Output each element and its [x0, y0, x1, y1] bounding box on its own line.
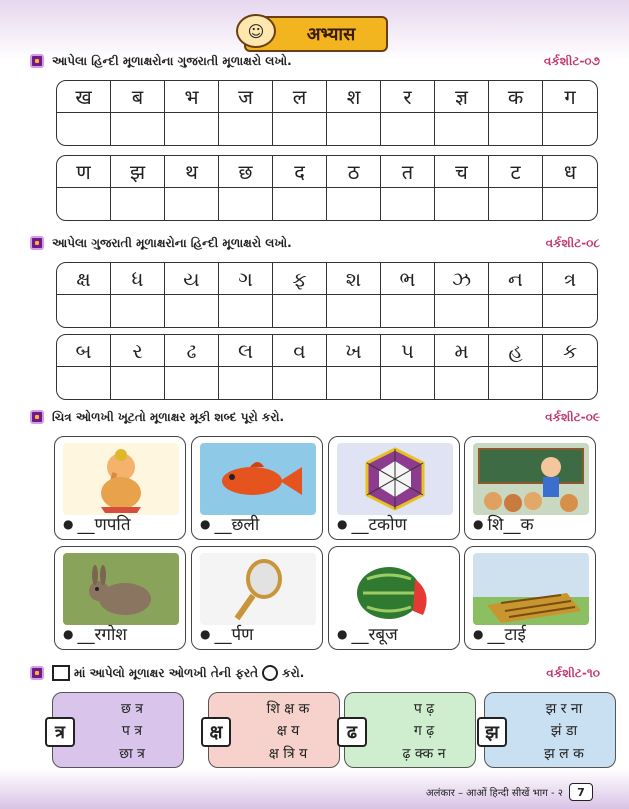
- picture-word: शि__क: [487, 515, 534, 535]
- letter-cell: ન: [489, 263, 543, 295]
- worksheet-08-label: વર્કશીટ-૦૮: [545, 235, 600, 250]
- option-letter: झ: [477, 717, 507, 747]
- hexagon-image: [337, 443, 453, 515]
- answer-cell[interactable]: [435, 113, 489, 145]
- letter-cell: મ: [435, 335, 489, 367]
- answer-cell[interactable]: [327, 295, 381, 327]
- option-word[interactable]: झ ल क: [544, 746, 584, 763]
- bullet-icon: [30, 666, 44, 680]
- picture-word: __र्पण: [214, 625, 254, 645]
- section-2-header: [30, 234, 600, 252]
- letter-cell: द: [273, 156, 327, 188]
- bullet-icon: [30, 236, 44, 250]
- answer-cell[interactable]: [435, 188, 489, 220]
- picture-word: __टाई: [487, 625, 526, 645]
- letter-cell: ल: [273, 81, 327, 113]
- letter-cell: ધ: [111, 263, 165, 295]
- letter-cell: ગ: [219, 263, 273, 295]
- option-word[interactable]: शि क्ष क: [266, 700, 310, 717]
- answer-cell[interactable]: [273, 113, 327, 145]
- answer-cell[interactable]: [543, 188, 597, 220]
- worksheet-09-label: વર્કશીટ-૦૯: [545, 409, 600, 424]
- option-word[interactable]: ढ़ क्क न: [402, 746, 446, 763]
- picture-card: [464, 436, 596, 540]
- letter-cell: ઢ: [165, 335, 219, 367]
- answer-cell[interactable]: [381, 113, 435, 145]
- worksheet-07-label: વર્કશીટ-૦૭: [543, 53, 600, 68]
- picture-word: __रगोश: [77, 625, 127, 645]
- bullet-dot-icon: ●: [200, 626, 211, 641]
- boy-mascot-icon: ☺: [236, 14, 276, 48]
- letter-cell: પ: [381, 335, 435, 367]
- answer-cell[interactable]: [381, 188, 435, 220]
- option-card: [208, 692, 340, 768]
- picture-card: [191, 436, 323, 540]
- letter-cell: च: [435, 156, 489, 188]
- answer-cell[interactable]: [165, 295, 219, 327]
- square-box-icon: [52, 665, 70, 681]
- answer-cell[interactable]: [381, 367, 435, 399]
- answer-cell[interactable]: [165, 367, 219, 399]
- answer-cell[interactable]: [489, 113, 543, 145]
- bullet-dot-icon: ●: [337, 516, 348, 531]
- letter-cell: ण: [57, 156, 111, 188]
- hindi-letter-table-2: [56, 155, 598, 221]
- picture-card: [54, 436, 186, 540]
- answer-cell[interactable]: [219, 188, 273, 220]
- letter-cell: લ: [219, 335, 273, 367]
- answer-cell[interactable]: [111, 295, 165, 327]
- option-word[interactable]: छा त्र: [119, 746, 145, 763]
- option-card: [344, 692, 476, 768]
- answer-cell[interactable]: [435, 367, 489, 399]
- gujarati-letter-table-1: [56, 262, 598, 328]
- answer-cell[interactable]: [273, 188, 327, 220]
- option-letter: त्र: [45, 717, 75, 747]
- answer-cell[interactable]: [165, 188, 219, 220]
- letter-cell: ब: [111, 81, 165, 113]
- answer-cell[interactable]: [435, 295, 489, 327]
- picture-card: [54, 546, 186, 650]
- letter-cell: ज्ञ: [435, 81, 489, 113]
- answer-cell[interactable]: [489, 367, 543, 399]
- bullet-dot-icon: ●: [473, 516, 484, 531]
- section-4-header: [30, 664, 600, 682]
- picture-label: [63, 512, 181, 535]
- rabbit-image: [63, 553, 179, 625]
- answer-cell[interactable]: [219, 295, 273, 327]
- answer-cell[interactable]: [111, 113, 165, 145]
- bullet-icon: [30, 410, 44, 424]
- answer-cell[interactable]: [57, 113, 111, 145]
- section-1-header: [30, 52, 600, 70]
- bullet-dot-icon: ●: [200, 516, 211, 531]
- hindi-letter-table-1: [56, 80, 598, 146]
- letter-cell: ય: [165, 263, 219, 295]
- letter-cell: ખ: [327, 335, 381, 367]
- letter-cell: ત્ર: [543, 263, 597, 295]
- option-word[interactable]: छ त्र: [121, 700, 143, 717]
- letter-cell: ભ: [381, 263, 435, 295]
- letter-cell: હ: [489, 335, 543, 367]
- answer-cell[interactable]: [327, 367, 381, 399]
- picture-label: [473, 622, 591, 645]
- teacher-image: [473, 443, 589, 515]
- picture-word: __णपति: [77, 515, 131, 535]
- fish-image: [200, 443, 316, 515]
- picture-card: [328, 436, 460, 540]
- section-4-instruction-b: કરો.: [282, 665, 305, 680]
- picture-word: __रबूज: [351, 625, 398, 645]
- option-letter: ढ: [337, 717, 367, 747]
- letter-cell: ख: [57, 81, 111, 113]
- picture-card: [191, 546, 323, 650]
- section-1-instruction: આપેલા હિન્દી મૂળાક્ષરોના ગુજરાતી મૂળાક્ષરો લખો.: [52, 53, 292, 68]
- section-4-instruction-a: માં આપેલો મૂળાક્ષર ઓળખી તેની ફરતે: [74, 665, 259, 680]
- letter-cell: બ: [57, 335, 111, 367]
- letter-cell: ज: [219, 81, 273, 113]
- picture-card: [328, 546, 460, 650]
- letter-cell: क: [489, 81, 543, 113]
- option-word[interactable]: प त्र: [121, 723, 143, 740]
- letter-cell: શ: [327, 263, 381, 295]
- answer-cell[interactable]: [111, 188, 165, 220]
- mat-image: [473, 553, 589, 625]
- answer-cell[interactable]: [111, 367, 165, 399]
- answer-cell[interactable]: [543, 367, 597, 399]
- letter-cell: भ: [165, 81, 219, 113]
- footer-text: अलंकार – आओं हिन्दी सीखें भाग - २: [426, 788, 563, 799]
- answer-cell[interactable]: [327, 188, 381, 220]
- bullet-dot-icon: ●: [337, 626, 348, 641]
- answer-cell[interactable]: [57, 367, 111, 399]
- option-word[interactable]: क्ष य: [276, 723, 300, 740]
- answer-cell[interactable]: [489, 295, 543, 327]
- section-3-instruction: ચિત્ર ઓળખી ખૂટતો મૂળાક્ષર મૂકી શબ્દ પૂરો કરો.: [52, 409, 285, 424]
- answer-cell[interactable]: [543, 295, 597, 327]
- letter-cell: झ: [111, 156, 165, 188]
- letter-cell: ट: [489, 156, 543, 188]
- answer-cell[interactable]: [219, 367, 273, 399]
- page-number: 7: [569, 783, 593, 801]
- answer-cell[interactable]: [273, 367, 327, 399]
- letter-cell: ग: [543, 81, 597, 113]
- picture-label: [200, 512, 318, 535]
- letter-cell: र: [381, 81, 435, 113]
- option-word[interactable]: क्ष त्रि य: [268, 746, 308, 763]
- option-words: [515, 697, 613, 765]
- worksheet-10-label: વર્કશીટ-૧૦: [546, 665, 600, 680]
- answer-cell[interactable]: [543, 113, 597, 145]
- picture-label: [473, 512, 591, 535]
- option-words: [375, 697, 473, 765]
- gujarati-letter-table-2: [56, 334, 598, 400]
- letter-cell: વ: [273, 335, 327, 367]
- letter-cell: थ: [165, 156, 219, 188]
- section-3-header: [30, 408, 600, 426]
- watermelon-image: [337, 553, 453, 625]
- bullet-dot-icon: ●: [63, 516, 74, 531]
- mirror-image: [200, 553, 316, 625]
- header-badge: [244, 16, 388, 52]
- picture-label: [63, 622, 181, 645]
- letter-cell: छ: [219, 156, 273, 188]
- picture-label: [337, 622, 455, 645]
- ganesha-image: [63, 443, 179, 515]
- bullet-dot-icon: ●: [63, 626, 74, 641]
- picture-word: __टकोण: [351, 515, 407, 535]
- answer-cell[interactable]: [273, 295, 327, 327]
- answer-cell[interactable]: [327, 113, 381, 145]
- option-words: [239, 697, 337, 765]
- option-word[interactable]: ग ढ़: [413, 723, 435, 740]
- picture-label: [200, 622, 318, 645]
- answer-cell[interactable]: [219, 113, 273, 145]
- letter-cell: ક: [543, 335, 597, 367]
- letter-cell: ક્ષ: [57, 263, 111, 295]
- option-words: [83, 697, 181, 765]
- picture-label: [337, 512, 455, 535]
- option-letter: क्ष: [201, 717, 231, 747]
- option-card: [52, 692, 184, 768]
- page-title: अभ्यास: [306, 24, 356, 45]
- answer-cell[interactable]: [489, 188, 543, 220]
- option-word[interactable]: झं डा: [550, 723, 578, 740]
- bullet-dot-icon: ●: [473, 626, 484, 641]
- option-card: [484, 692, 616, 768]
- bullet-icon: [30, 54, 44, 68]
- letter-cell: ठ: [327, 156, 381, 188]
- picture-card: [464, 546, 596, 650]
- letter-cell: ઝ: [435, 263, 489, 295]
- picture-word: __छली: [214, 515, 260, 535]
- option-word[interactable]: झ र ना: [545, 700, 583, 717]
- section-2-instruction: આપેલા ગુજરાતી મૂળાક્ષરોના હિન્દી મૂળાક્ષરો લખો.: [52, 235, 292, 250]
- letter-cell: ध: [543, 156, 597, 188]
- letter-cell: त: [381, 156, 435, 188]
- letter-cell: ફ: [273, 263, 327, 295]
- footer: [426, 783, 593, 801]
- answer-cell[interactable]: [57, 188, 111, 220]
- answer-cell[interactable]: [165, 113, 219, 145]
- answer-cell[interactable]: [57, 295, 111, 327]
- option-word[interactable]: प ढ़: [413, 700, 435, 717]
- circle-icon: [262, 665, 278, 681]
- letter-cell: ર: [111, 335, 165, 367]
- letter-cell: श: [327, 81, 381, 113]
- answer-cell[interactable]: [381, 295, 435, 327]
